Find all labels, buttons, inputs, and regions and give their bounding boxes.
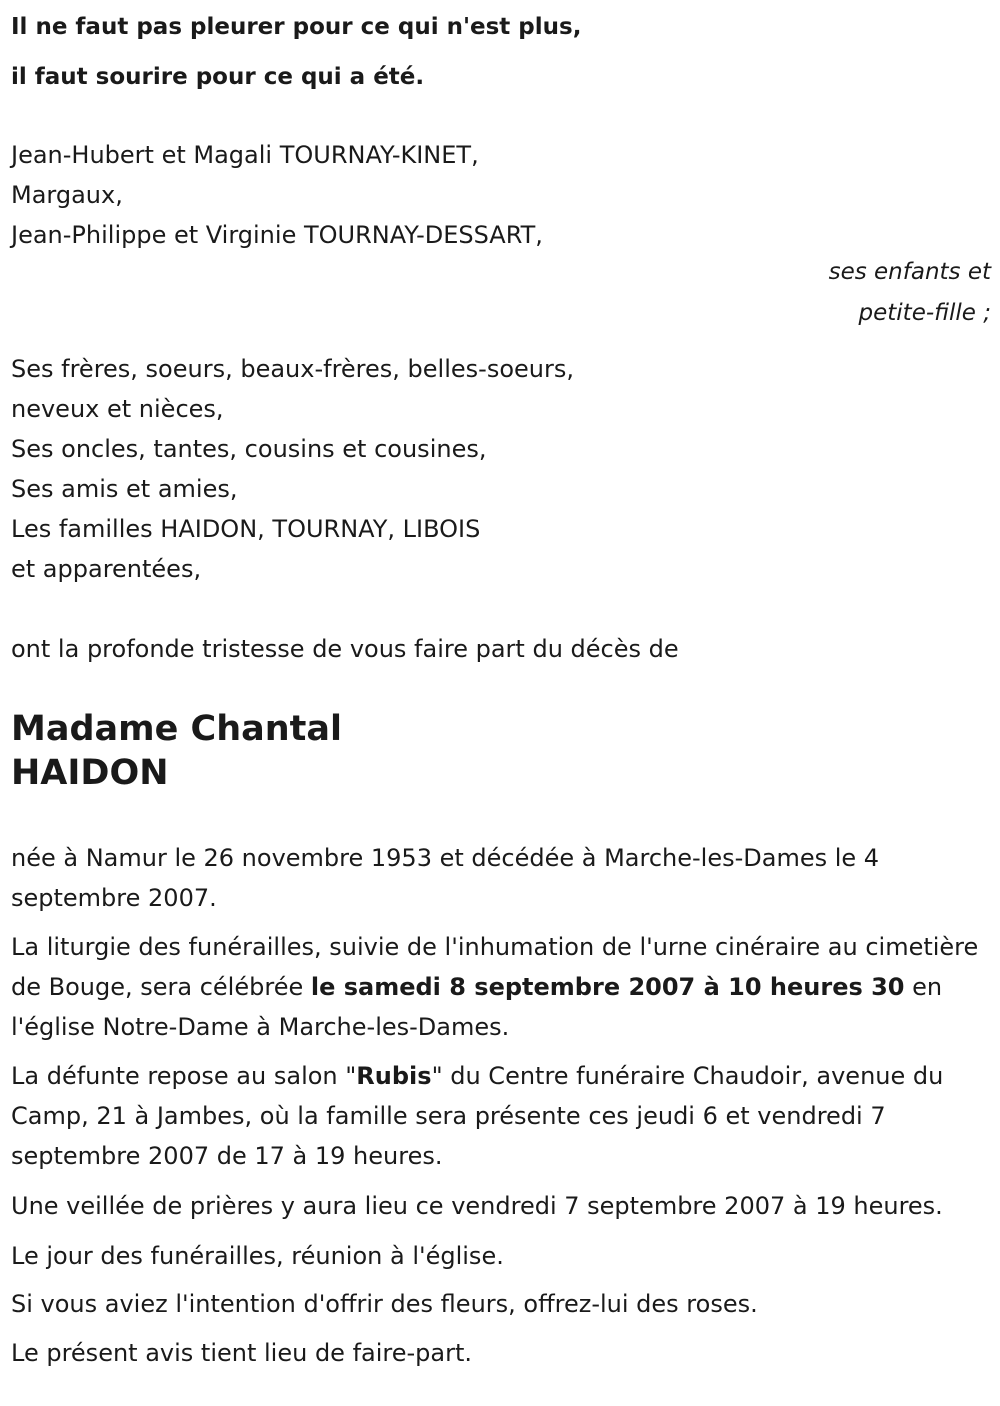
announcement-text: ont la profonde tristesse de vous faire part du décès de <box>11 635 679 663</box>
epigraph-line-2: il faut sourire pour ce qui a été. <box>11 64 425 90</box>
flowers-paragraph: Si vous aviez l'intention d'offrir des fleurs, offrez-lui des roses. <box>11 1290 758 1318</box>
birth-death-paragraph: née à Namur le 26 novembre 1953 et décédée à Marche-les-Dames le 4 septembre 2007. <box>11 844 880 912</box>
liturgy-text: La liturgie des funérailles, suivie de l'inhumation de l'urne cinéraire au cimetière de Bouge, sera célébrée <box>11 933 979 1001</box>
relation-line-1: ses enfants et <box>828 259 991 285</box>
family-line: Jean-Philippe et Virginie TOURNAY-DESSART, <box>11 221 543 249</box>
family-line: neveux et nièces, <box>11 395 224 423</box>
obituary-notice <box>11 0 991 1373</box>
vigil-paragraph: Une veillée de prières y aura lieu ce vendredi 7 septembre 2007 à 19 heures. <box>11 1192 943 1220</box>
family-line: Ses oncles, tantes, cousins et cousines, <box>11 435 487 463</box>
family-line: Ses amis et amies, <box>11 475 238 503</box>
family-line: Jean-Hubert et Magali TOURNAY-KINET, <box>11 141 479 169</box>
liturgy-paragraph <box>11 927 991 1047</box>
salon-name: Rubis <box>356 1062 432 1090</box>
children-list <box>11 135 991 255</box>
notice-paragraph: Le présent avis tient lieu de faire-part. <box>11 1339 473 1367</box>
family-line: Margaux, <box>11 181 123 209</box>
meeting-paragraph: Le jour des funérailles, réunion à l'église. <box>11 1242 504 1270</box>
liturgy-date-time: le samedi 8 septembre 2007 à 10 heures 30 <box>310 973 905 1001</box>
resting-details: " du Centre funéraire Chaudoir, avenue du Camp, 21 à Jambes, où la famille sera présente ces jeudi 6 et vendredi 7 septembre 2007 de 17 à 19 heures. <box>11 1062 944 1170</box>
relatives-list <box>11 349 991 589</box>
deceased-name <box>11 707 991 795</box>
deceased-name-line-2: HAIDON <box>11 753 169 793</box>
relation-line-2: petite-fille ; <box>858 300 991 326</box>
resting-text: La défunte repose au salon " <box>11 1062 357 1090</box>
resting-place-paragraph <box>11 1056 991 1176</box>
family-line: Ses frères, soeurs, beaux-frères, belles-soeurs, <box>11 355 574 383</box>
epigraph <box>11 1 991 102</box>
liturgy-location: en l'église Notre-Dame à Marche-les-Dames. <box>11 973 943 1041</box>
family-line: et apparentées, <box>11 555 202 583</box>
epigraph-line-1: Il ne faut pas pleurer pour ce qui n'est plus, <box>11 14 582 40</box>
deceased-name-line-1: Madame Chantal <box>11 709 342 749</box>
children-relation-note <box>11 252 991 334</box>
family-line: Les familles HAIDON, TOURNAY, LIBOIS <box>11 515 481 543</box>
